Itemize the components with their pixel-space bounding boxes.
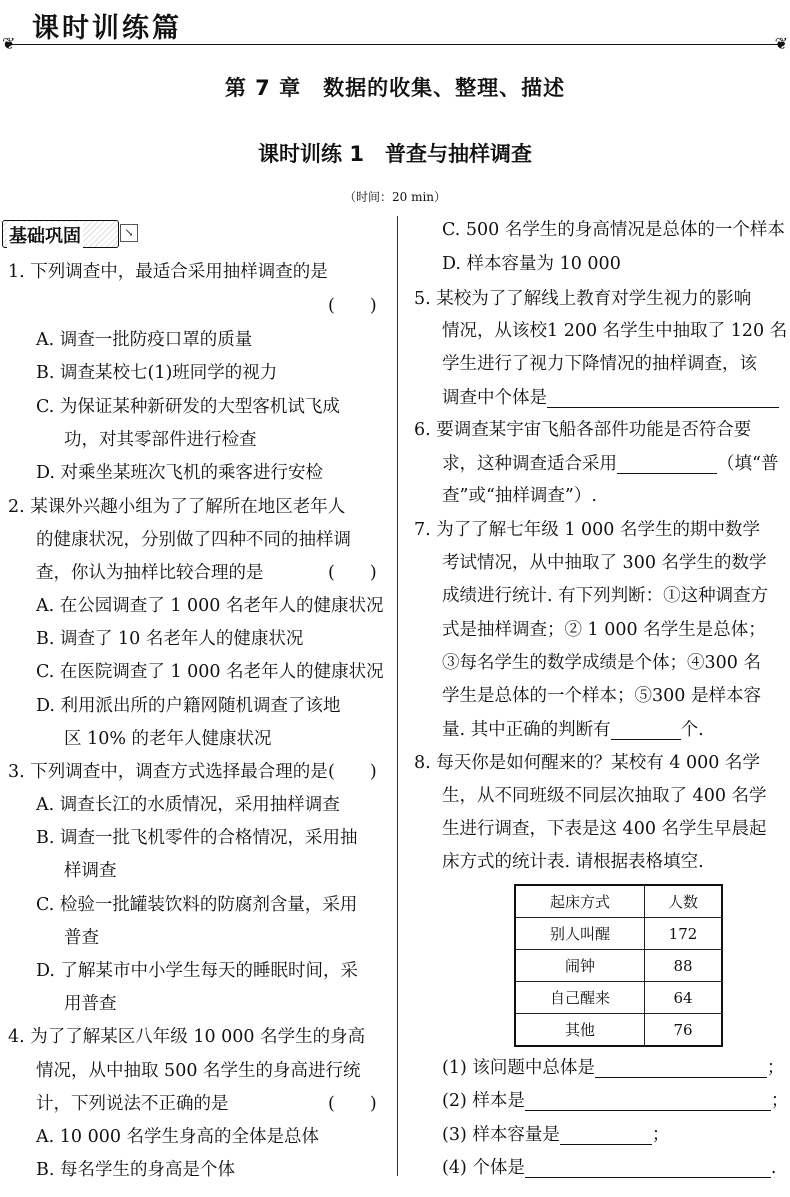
- q5-stem-cont: 情况，从该校1 200 名学生中抽取了 120 名: [442, 321, 788, 341]
- table-cell-method: 其他: [515, 1014, 645, 1047]
- lesson-title: 课时训练 1 普查与抽样调查: [258, 142, 532, 166]
- q1-option-c: C. 为保证某种新研发的大型客机试飞成: [36, 397, 340, 417]
- q4-option-b: B. 每名学生的身高是个体: [36, 1160, 235, 1180]
- q5-answer-blank[interactable]: [547, 389, 779, 408]
- q1-option-d: D. 对乘坐某班次飞机的乘客进行安检: [36, 463, 324, 483]
- q4-option-c: C. 500 名学生的身高情况是总体的一个样本: [442, 220, 785, 240]
- q8-stem: 8. 每天你是如何醒来的？某校有 4 000 名学: [414, 753, 760, 773]
- q8-fill-2-blank[interactable]: [525, 1092, 771, 1111]
- q7-stem-cont6: [442, 721, 704, 740]
- q3-option-d-cont: 用普查: [64, 994, 117, 1014]
- arrow-icon: ↘: [120, 224, 138, 242]
- section-badge: [2, 220, 119, 248]
- q8-stem-cont2: 生进行调查，下表是这 400 名学生早晨起: [442, 819, 767, 839]
- q2-option-d-cont: 区 10% 的老年人健康状况: [64, 729, 272, 749]
- q7-stem-cont3: 式是抽样调查；② 1 000 名学生是总体；: [442, 620, 766, 640]
- q2-answer-paren[interactable]: ( ): [328, 563, 377, 583]
- q1-stem: 1. 下列调查中，最适合采用抽样调查的是: [8, 262, 328, 282]
- table-cell-method: 别人叫醒: [515, 918, 645, 950]
- q5-prompt: 调查中个体是: [442, 388, 547, 408]
- q6-stem-cont2: 查”或“抽样调查”）.: [442, 486, 597, 506]
- q2-option-c: C. 在医院调查了 1 000 名老年人的健康状况: [36, 662, 384, 682]
- q3-option-d: D. 了解某市中小学生每天的睡眠时间，采: [36, 961, 359, 981]
- q4-option-a: A. 10 000 名学生身高的全体是总体: [36, 1127, 320, 1147]
- table-cell-count: 172: [645, 918, 723, 950]
- q5-stem-cont3: [442, 389, 779, 408]
- q8-fill-2-label: (2) 样本是: [442, 1091, 525, 1111]
- page-header: [0, 0, 790, 60]
- q6-hint: （填“普: [717, 454, 779, 474]
- table-row: [515, 982, 722, 1014]
- q3-stem: 3. 下列调查中，调查方式选择最合理的是: [8, 762, 328, 782]
- q8-fill-1: [442, 1059, 784, 1078]
- q4-stem-cont: 情况，从中抽取 500 名学生的身高进行统: [36, 1061, 361, 1081]
- q2-option-a: A. 在公园调查了 1 000 名老年人的健康状况: [36, 596, 384, 616]
- q7-prompt: 量. 其中正确的判断有: [442, 720, 611, 740]
- q3-option-b-cont: 样调查: [64, 861, 117, 881]
- header-rule: [10, 44, 780, 45]
- wakeup-table: [514, 884, 723, 1047]
- table-cell-count: 88: [645, 950, 723, 982]
- table-cell-method: 自己醒来: [515, 982, 645, 1014]
- q8-fill-4-end: .: [770, 1158, 777, 1178]
- q5-stem-cont2: 学生进行了视力下降情况的抽样调查，该: [442, 354, 757, 374]
- badge-label: 基础巩固: [7, 222, 83, 248]
- q5-stem: 5. 某校为了了解线上教育对学生视力的影响: [414, 289, 752, 309]
- q8-fill-4-blank[interactable]: [525, 1159, 771, 1178]
- q4-stem-cont2: 计，下列说法不正确的是: [36, 1094, 229, 1114]
- table-row: [515, 950, 722, 982]
- q8-fill-3-label: (3) 样本容量是: [442, 1125, 560, 1145]
- q4-option-d: D. 样本容量为 10 000: [442, 254, 621, 274]
- q6-stem: 6. 要调查某宇宙飞船各部件功能是否符合要: [414, 420, 752, 440]
- q7-stem-cont5: 学生是总体的一个样本；⑤300 是样本容: [442, 686, 761, 706]
- q7-answer-blank[interactable]: [611, 721, 681, 740]
- table-header-method: 起床方式: [515, 885, 645, 918]
- q8-stem-cont: 生，从不同班级不同层次抽取了 400 名学: [442, 786, 767, 806]
- q2-stem-cont2: 查，你认为抽样比较合理的是: [36, 563, 264, 583]
- table-cell-count: 76: [645, 1014, 723, 1047]
- q3-option-a: A. 调查长江的水质情况，采用抽样调查: [36, 795, 340, 815]
- q8-fill-1-end: ；: [766, 1058, 785, 1078]
- q6-answer-blank[interactable]: [617, 455, 717, 474]
- table-header-count: 人数: [645, 885, 723, 918]
- q8-fill-3-blank[interactable]: [560, 1126, 652, 1145]
- table-cell-method: 闹钟: [515, 950, 645, 982]
- time-note: （时间：20 min）: [343, 190, 447, 204]
- q2-stem-cont: 的健康状况，分别做了四种不同的抽样调: [36, 530, 351, 550]
- q3-option-c-cont: 普查: [64, 928, 99, 948]
- q1-answer-paren[interactable]: ( ): [328, 296, 377, 316]
- table-header-row: [515, 885, 722, 918]
- q1-option-a: A. 调查一批防疫口罩的质量: [36, 330, 253, 350]
- q7-stem: 7. 为了了解七年级 1 000 名学生的期中数学: [414, 520, 760, 540]
- table-row: [515, 1014, 722, 1047]
- q4-stem: 4. 为了了解某区八年级 10 000 名学生的身高: [8, 1027, 366, 1047]
- ornament-left-icon: ❦: [2, 34, 16, 53]
- column-divider: [397, 216, 398, 1176]
- table-cell-count: 64: [645, 982, 723, 1014]
- q8-fill-2-end: ；: [770, 1091, 789, 1111]
- q2-option-b: B. 调查了 10 名老年人的健康状况: [36, 629, 304, 649]
- ornament-right-icon: ❦: [774, 34, 788, 53]
- q1-option-b: B. 调查某校七(1)班同学的视力: [36, 363, 278, 383]
- q8-fill-1-blank[interactable]: [595, 1059, 767, 1078]
- q7-stem-cont: 考试情况，从中抽取了 300 名学生的数学: [442, 553, 767, 573]
- q8-stem-cont3: 床方式的统计表. 请根据表格填空.: [442, 852, 704, 872]
- chapter-title: 第 7 章 数据的收集、整理、描述: [224, 76, 566, 100]
- q7-stem-cont4: ③每名学生的数学成绩是个体；④300 名: [442, 653, 761, 673]
- q3-option-b: B. 调查一批飞机零件的合格情况，采用抽: [36, 828, 358, 848]
- q8-fill-4: [442, 1159, 776, 1178]
- q2-option-d: D. 利用派出所的户籍网随机调查了该地: [36, 696, 341, 716]
- q4-answer-paren[interactable]: ( ): [328, 1094, 377, 1114]
- q3-answer-paren[interactable]: ( ): [328, 762, 377, 782]
- q3-option-c: C. 检验一批罐装饮料的防腐剂含量，采用: [36, 895, 358, 915]
- q8-fill-3: [442, 1126, 669, 1145]
- q1-option-c-cont: 功，对其零部件进行检查: [64, 430, 257, 450]
- q7-stem-cont2: 成绩进行统计. 有下列判断：①这种调查方: [442, 586, 769, 606]
- q8-fill-3-end: ；: [651, 1125, 670, 1145]
- q8-fill-2: [442, 1092, 788, 1111]
- q6-prompt: 求，这种调查适合采用: [442, 454, 617, 474]
- q6-stem-cont: [442, 455, 778, 474]
- table-row: [515, 918, 722, 950]
- q7-unit: 个.: [680, 720, 704, 740]
- section-title: 课时训练篇: [32, 13, 182, 44]
- q8-fill-4-label: (4) 个体是: [442, 1158, 525, 1178]
- q2-stem: 2. 某课外兴趣小组为了了解所在地区老年人: [8, 497, 346, 517]
- q8-fill-1-label: (1) 该问题中总体是: [442, 1058, 595, 1078]
